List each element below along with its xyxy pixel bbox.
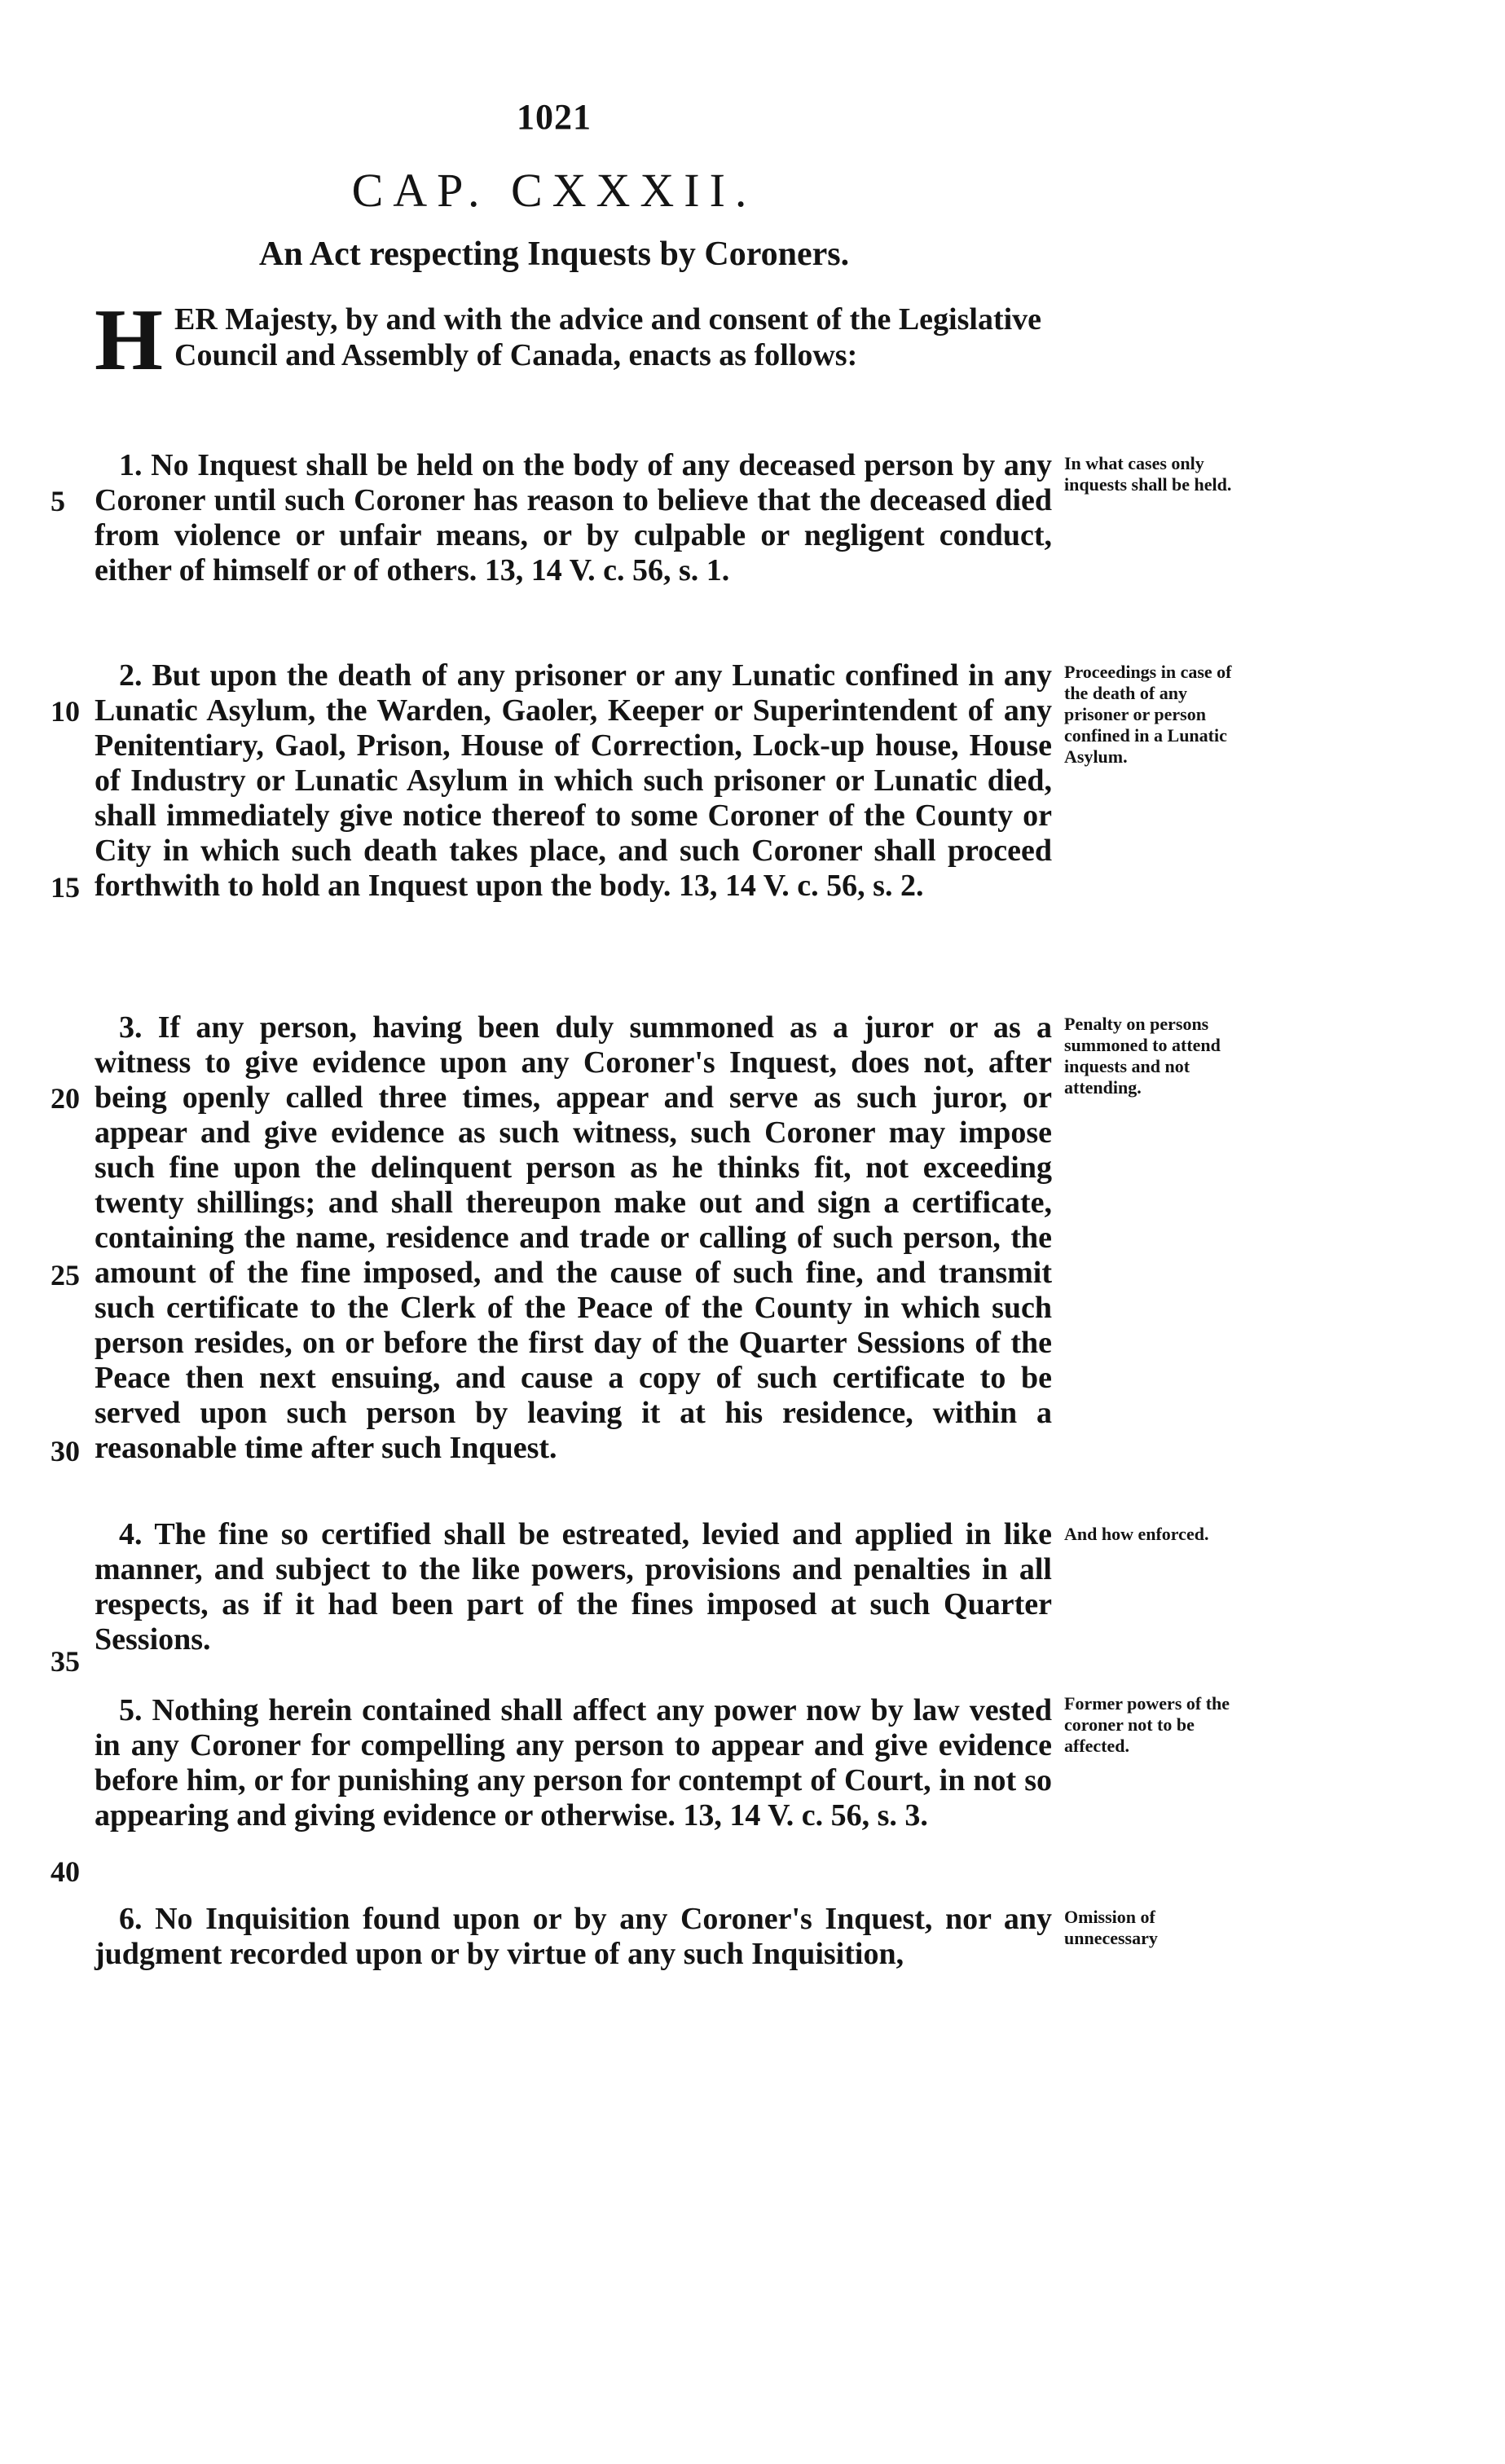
section-5 (95, 1693, 1052, 1833)
section-3 (95, 1010, 1052, 1466)
marginal-note: Omission of unnecessary (1064, 1907, 1158, 1948)
section-text: No Inquest shall be held on the body of any deceased person by any Coroner until such Coroner has reason to believe that the deceased died from violence or unfair means, or by culpable or negligent conduct, either of himself or of others. 13, 14 V. c. 56, s. 1. (95, 448, 1052, 587)
line-number: 40 (51, 1855, 80, 1888)
section-number: 3. (119, 1010, 143, 1045)
marginal-note: Penalty on persons summoned to attend inquests and not attending. (1064, 1014, 1221, 1098)
section-1 (95, 448, 1052, 588)
section-number: 1. (119, 448, 143, 482)
preamble-text: ER Majesty, by and with the advice and consent of the Legislative Council and Assembly of Canada, enacts as follows: (174, 302, 1042, 372)
line-number: 30 (51, 1435, 80, 1467)
section-number: 6. (119, 1902, 143, 1936)
page-number: 1021 (517, 97, 592, 137)
section-4 (95, 1517, 1052, 1657)
section-6 (95, 1902, 1052, 1972)
marginal-note: And how enforced. (1064, 1524, 1209, 1544)
marginal-note: In what cases only inquests shall be held. (1064, 453, 1232, 495)
marginal-note: Proceedings in case of the death of any prisoner or person confined in a Lunatic Asylum. (1064, 662, 1232, 767)
act-title: An Act respecting Inquests by Coroners. (258, 235, 850, 273)
chapter-heading: CAP. CXXXII. (351, 164, 757, 217)
line-number: 35 (51, 1645, 80, 1678)
line-number: 15 (51, 871, 80, 904)
section-text: The fine so certified shall be estreated, levied and applied in like manner, and subject to the like powers, provisions and penalties in all respects, as if it had been part of the fines imposed at such Quarter Sessions. (95, 1517, 1052, 1657)
preamble (95, 292, 1048, 389)
section-text: Nothing herein contained shall affect any power now by law vested in any Coroner for compelling any person to appear and give evidence before him, or for punishing any person for contempt of Court, in not so appearing and giving evidence or otherwise. 13, 14 V. c. 56, s. 3. (95, 1693, 1052, 1833)
section-number: 5. (119, 1693, 143, 1727)
line-number: 5 (51, 485, 65, 517)
section-number: 2. (119, 658, 143, 693)
line-number: 25 (51, 1259, 80, 1291)
line-number: 20 (51, 1082, 80, 1115)
section-text: No Inquisition found upon or by any Coroner's Inquest, nor any judgment recorded upon or by virtue of any such Inquisition, (95, 1902, 1052, 1971)
line-number: 10 (51, 695, 80, 728)
section-text: If any person, having been duly summoned as a juror or as a witness to give evidence upon any Coroner's Inquest, does not, after being openly called three times, appear and serve as such juror, or appear and give evidence as such witness, such Coroner may impose such fine upon the delinquent person as he thinks fit, not exceeding twenty shillings; and shall thereupon make out and sign a certificate, containing the name, residence and trade or calling of such person, the amount of the fine imposed, and the cause of such fine, and transmit such certificate to the Clerk of the Peace of the County in which such person resides, on or before the first day of the Quarter Sessions of the Peace then next ensuing, and cause a copy of such certificate to be served upon such person by leaving it at his residence, within a reasonable time after such Inquest. (95, 1010, 1052, 1465)
section-2 (95, 658, 1052, 904)
section-number: 4. (119, 1517, 143, 1551)
marginal-note: Former powers of the coroner not to be affected. (1064, 1693, 1230, 1756)
section-text: But upon the death of any prisoner or any Lunatic confined in any Lunatic Asylum, the Warden, Gaoler, Keeper or Superintendent of any Penitentiary, Gaol, Prison, House of Correction, Lock-up house, House of Industry or Lunatic Asylum in which such prisoner or Lunatic died, shall immediately give notice thereof to some Coroner of the County or City in which such death takes place, and such Coroner shall proceed forthwith to hold an Inquest upon the body. 13, 14 V. c. 56, s. 2. (95, 658, 1053, 903)
drop-cap: H (95, 292, 164, 389)
